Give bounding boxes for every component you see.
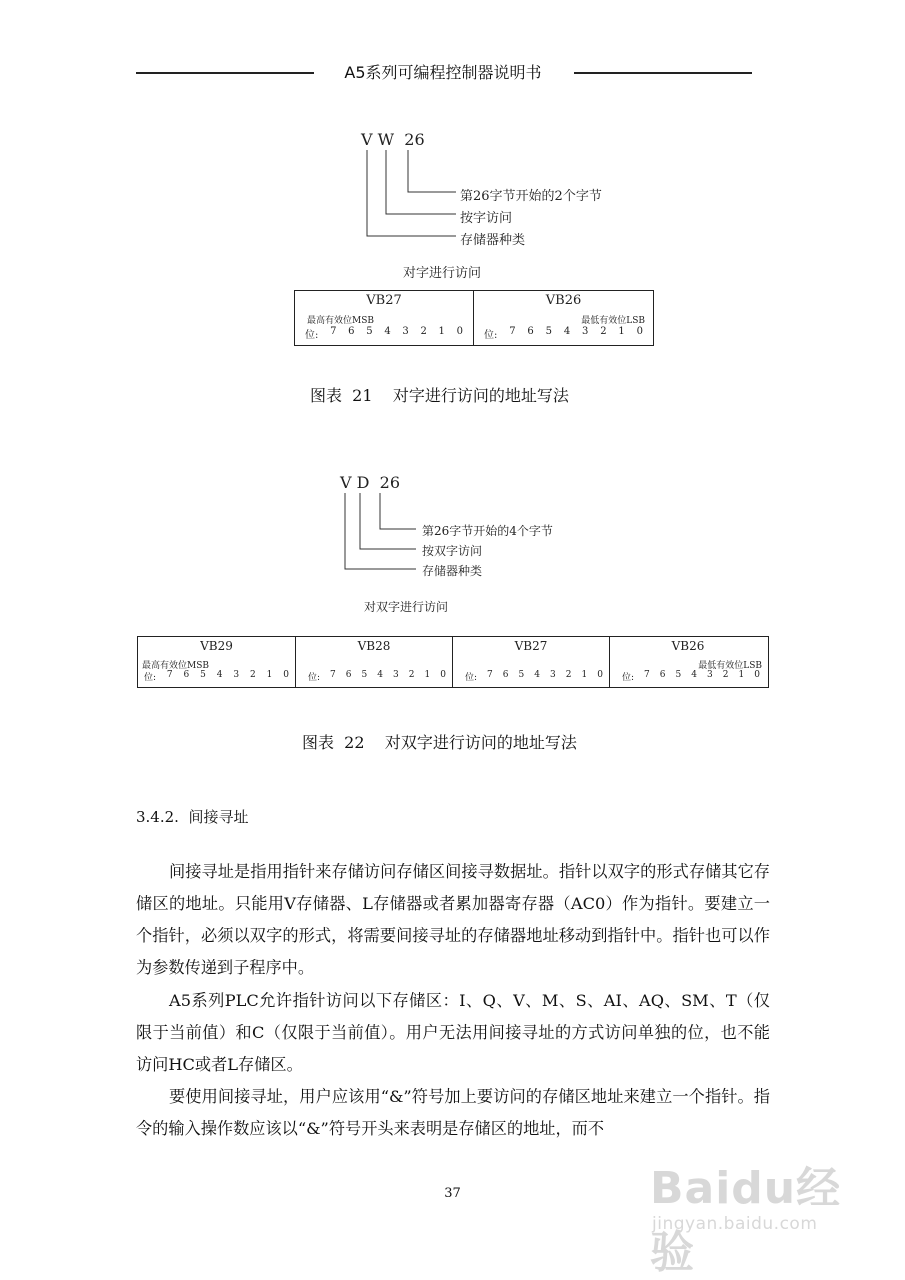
document-title: A5系列可编程控制器说明书 (344, 63, 542, 82)
byte-cell-vb27 (295, 291, 474, 345)
bit: 7 (509, 326, 516, 337)
bit: 0 (456, 326, 463, 337)
section-heading: 3.4.2. 间接寻址 (136, 808, 249, 826)
address-vd26: V D 26 (340, 473, 400, 492)
byte-name: VB27 (366, 293, 402, 308)
bit: 3 (402, 326, 409, 337)
figure-21-caption: 图表 21 对字进行访问的地址写法 (310, 386, 569, 405)
byte-cell-vb27 (453, 637, 610, 687)
bit: 6 (502, 670, 509, 680)
bit: 1 (424, 670, 431, 680)
bit: 6 (527, 326, 534, 337)
bit: 0 (754, 670, 760, 680)
bit-prefix: 位: (465, 673, 478, 683)
label-memory-type: 存储器种类 (460, 233, 526, 248)
paragraph-1: 间接寻址是指用指针来存储访问存储区间接寻数据址。指针以双字的形式存储其它存储区的地址。只能用V存储器、L存储器或者累加器寄存器（AC0）作为指针。要建立一个指针，必须以双字的形式，将需要间接寻址的存储器地址移动到指针中。指针也可以作为参数传递到子程序中。 (136, 862, 770, 977)
bit: 3 (392, 670, 399, 680)
lsb-label: 最低有效位LSB (581, 316, 645, 326)
paragraph-3: 要使用间接寻址，用户应该用“&”符号加上要访问的存储区地址来建立一个指针。指令的输入操作数应该以“&”符号开头来表明是存储区的地址，而不 (136, 1087, 770, 1138)
bit: 7 (487, 670, 493, 680)
bit: 2 (565, 670, 572, 680)
label-access-mode: 按双字访问 (422, 544, 483, 558)
bit: 3 (706, 670, 713, 680)
bit: 2 (420, 326, 427, 337)
byte-name: VB28 (357, 639, 391, 653)
bit: 2 (600, 326, 607, 337)
bit: 6 (348, 326, 355, 337)
bit: 3 (582, 326, 589, 337)
bit: 1 (738, 670, 745, 680)
bit: 5 (366, 326, 373, 337)
byte-name: VB29 (200, 639, 233, 653)
byte-cell-vb26 (474, 291, 653, 345)
diagram-caption: 对字进行访问 (403, 266, 482, 281)
bit-row (308, 670, 446, 683)
bit: 6 (659, 670, 666, 680)
bit: 7 (166, 670, 173, 680)
bit: 5 (675, 670, 682, 680)
bit: 5 (200, 670, 206, 680)
bit: 3 (233, 670, 240, 680)
bit: 5 (518, 670, 525, 680)
bit-prefix: 位: (622, 673, 635, 683)
bit: 1 (581, 670, 588, 680)
bit-row (484, 326, 643, 341)
bit: 0 (283, 670, 289, 680)
bit: 4 (377, 670, 383, 680)
label-start-byte: 第26字节开始的4个字节 (422, 524, 553, 538)
bit: 0 (440, 670, 446, 680)
bit: 7 (330, 670, 336, 680)
watermark-url: jingyan.baidu.com (652, 1214, 818, 1234)
bit-row (622, 670, 760, 683)
bit: 7 (330, 326, 337, 337)
byte-cell-vb28 (296, 637, 453, 687)
bit: 4 (384, 326, 391, 337)
bit: 1 (618, 326, 625, 337)
byte-table-word (294, 290, 654, 346)
bit: 1 (438, 326, 445, 337)
bit: 3 (549, 670, 556, 680)
bit: 2 (249, 670, 256, 680)
diagram-caption: 对双字进行访问 (364, 600, 449, 614)
bit: 4 (563, 326, 571, 337)
bit: 1 (266, 670, 273, 680)
byte-cell-vb29 (138, 637, 296, 687)
byte-name: VB27 (514, 639, 548, 653)
byte-table-dword (137, 636, 769, 688)
bit: 2 (408, 670, 415, 680)
bit-row (144, 670, 289, 683)
bit: 0 (636, 326, 643, 337)
bit: 2 (722, 670, 729, 680)
bit: 5 (545, 326, 552, 337)
byte-name: VB26 (545, 293, 582, 308)
bit-row (305, 326, 463, 341)
bit: 0 (597, 670, 603, 680)
watermark-logo-text: Baidu经验 (650, 1163, 842, 1278)
address-vw26: V W 26 (361, 130, 425, 149)
bit: 5 (361, 670, 368, 680)
lsb-label: 最低有效位LSB (698, 661, 762, 671)
bit: 7 (644, 670, 650, 680)
msb-label: 最高有效位MSB (307, 316, 374, 326)
figure-21-bracket-lines (360, 150, 460, 242)
msb-label: 最高有效位MSB (142, 661, 209, 671)
label-memory-type: 存储器种类 (422, 564, 483, 578)
bit-prefix: 位: (484, 330, 498, 341)
figure-22-caption: 图表 22 对双字进行访问的地址写法 (302, 733, 577, 752)
bit-prefix: 位: (308, 673, 321, 683)
bit: 4 (691, 670, 697, 680)
bit-prefix: 位: (305, 330, 319, 341)
figure-22-bracket-lines (340, 493, 420, 575)
paragraph-2: A5系列PLC允许指针访问以下存储区：I、Q、V、M、S、AI、AQ、SM、T（仅限于当前值）和C（仅限于当前值）。用户无法用间接寻址的方式访问单独的位，也不能访问HC或者L存储区。 (136, 991, 770, 1074)
bit-prefix: 位: (144, 673, 157, 683)
bit-row (465, 670, 603, 683)
bit: 4 (534, 670, 540, 680)
byte-name: VB26 (671, 639, 705, 653)
label-start-byte: 第26字节开始的2个字节 (460, 189, 602, 204)
bit: 4 (216, 670, 223, 680)
byte-cell-vb26 (610, 637, 766, 687)
page-number: 37 (444, 1186, 461, 1201)
bit: 6 (345, 670, 352, 680)
header-rule-right (574, 72, 752, 74)
bit: 6 (183, 670, 190, 680)
header-rule-left (136, 72, 314, 74)
label-access-mode: 按字访问 (460, 211, 513, 226)
baidu-watermark (650, 1140, 870, 1278)
